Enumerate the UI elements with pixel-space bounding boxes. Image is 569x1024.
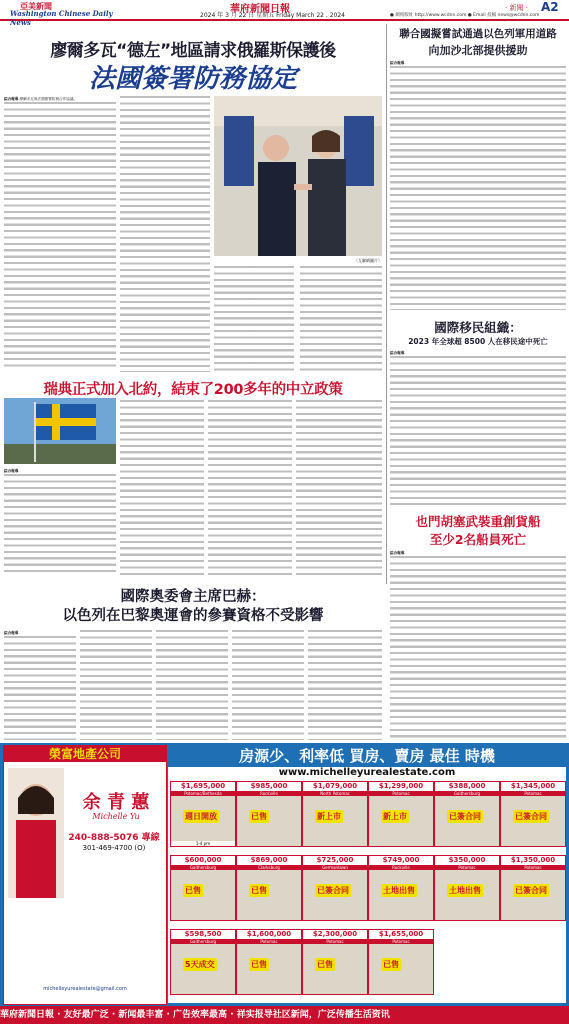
- listing-price: $869,000: [237, 856, 301, 865]
- listing-location: Potomac: [303, 939, 367, 944]
- listing-price: $1,299,000: [369, 782, 433, 791]
- contact-line: ● 網絡版址 http://www.wcdnn.com ● Email 投稿 news@wcdnn.com: [390, 13, 540, 18]
- listing-location: North Potomac: [303, 791, 367, 796]
- listing-location: Potomac: [501, 791, 565, 796]
- listing-status: 土地出售: [383, 886, 415, 895]
- article4-photo: [4, 398, 116, 464]
- agent-phone-direct[interactable]: 240-888-5076 專線: [68, 833, 160, 843]
- article1-byline: 綜合報導: [4, 97, 19, 101]
- listing-card[interactable]: [236, 855, 302, 921]
- article4-text-1: [4, 474, 116, 576]
- listing-location: Germantown: [303, 865, 367, 870]
- listing-location: Potomac: [237, 939, 301, 944]
- listing-status: 5天成交: [185, 960, 215, 969]
- section-tag: · 新聞 ·: [505, 4, 528, 12]
- article2-kicker: 聯合國擬嘗試通過以色列軍用道路: [399, 28, 557, 40]
- listing-location: Gaithersburg: [435, 791, 499, 796]
- article4-col1: [4, 468, 116, 576]
- listing-card[interactable]: [236, 929, 302, 995]
- article5-headline-2: 至少2名船員死亡: [429, 532, 527, 547]
- article1-col3: [214, 266, 294, 372]
- article5-text: [390, 556, 566, 740]
- agent-name-en: Michelle Yu: [92, 812, 140, 821]
- article6-col4: [232, 630, 304, 740]
- article6-col3: [156, 630, 228, 740]
- listing-card[interactable]: [170, 929, 236, 995]
- listing-price: $2,300,000: [303, 930, 367, 939]
- article5-body: [390, 550, 566, 740]
- listing-status: 已售: [317, 960, 333, 969]
- listing-price: $985,000: [237, 782, 301, 791]
- agent-phone-office[interactable]: 301-469-4700 (O): [82, 844, 146, 852]
- listing-price: $749,000: [369, 856, 433, 865]
- article1-lead: 摩爾多瓦與法國簽署防務合作協議。: [19, 97, 78, 101]
- listing-status: 新上市: [317, 812, 341, 821]
- listing-card[interactable]: [236, 781, 302, 847]
- issue-date: 2024 年 3 月 22 日 星期五 Friday March 22 , 2024: [200, 12, 345, 19]
- listings-panel: [168, 745, 566, 1003]
- listing-price: $388,000: [435, 782, 499, 791]
- listing-location: Potomac/Bethesda: [171, 791, 235, 796]
- listing-status: 土地出售: [449, 886, 481, 895]
- listing-price: $725,000: [303, 856, 367, 865]
- listing-status: 已簽合同: [515, 812, 547, 821]
- listing-status: 週日開放: [185, 812, 217, 821]
- article3-text: [390, 356, 566, 505]
- article6-col1: [4, 630, 76, 740]
- listing-location: Rockville: [369, 865, 433, 870]
- article1-col2: [120, 96, 210, 372]
- newspaper-logo: [6, 1, 124, 27]
- article1-col4: [300, 266, 382, 372]
- listing-card[interactable]: [170, 781, 236, 847]
- agent-name: 余 青 蕙: [82, 792, 150, 813]
- agent-panel: [3, 745, 167, 1005]
- real-estate-ad: [0, 743, 569, 1006]
- listing-status: 已售: [383, 960, 399, 969]
- listing-card[interactable]: [368, 781, 434, 847]
- listing-status: 已售: [185, 886, 201, 895]
- listing-price: $600,000: [171, 856, 235, 865]
- listing-status: 已售: [251, 812, 267, 821]
- ad-website[interactable]: www.michelleyurealestate.com: [278, 767, 456, 778]
- column-divider: [386, 24, 387, 584]
- listing-card[interactable]: [368, 855, 434, 921]
- listing-status: 新上市: [383, 812, 407, 821]
- article3-byline: 綜合報導: [390, 351, 405, 355]
- agent-email[interactable]: michelleyurealestate@gmail.com: [43, 986, 127, 992]
- listing-status: 已簽合同: [317, 886, 349, 895]
- listing-price: $1,695,000: [171, 782, 235, 791]
- listing-card[interactable]: [368, 929, 434, 995]
- article5-byline: 綜合報導: [390, 551, 405, 555]
- article6-headline-2: 以色列在巴黎奧運會的參賽資格不受影響: [62, 608, 324, 624]
- article6-headline-1: 國際奧委會主席巴赫：: [120, 589, 266, 605]
- listing-status: 已簽合同: [515, 886, 547, 895]
- article3-body: [390, 350, 566, 505]
- article2-byline: 綜合報導: [390, 61, 405, 65]
- listing-status: 已簽合同: [449, 812, 481, 821]
- listing-note: 1-4 pm: [171, 841, 235, 846]
- article4-headline: 瑞典正式加入北約，結束了200多年的中立政策: [43, 382, 343, 398]
- article3-headline: 國際移民組織：: [434, 320, 522, 335]
- listing-card[interactable]: [500, 855, 566, 921]
- listing-location: Potomac: [369, 791, 433, 796]
- listing-card[interactable]: [302, 929, 368, 995]
- listing-card[interactable]: [170, 855, 236, 921]
- listing-price: $1,079,000: [303, 782, 367, 791]
- paper-name: 華府新聞日報: [230, 4, 290, 15]
- listing-card[interactable]: [434, 781, 500, 847]
- article1-col1: [4, 96, 116, 372]
- listing-card[interactable]: [302, 855, 368, 921]
- footer-slogan: 華府新聞日報 · 友好最广泛 · 新闻最丰富 · 广告效率最高 · 祥实报导社区新闻，广泛传播生活资讯: [0, 1006, 569, 1024]
- article1-kicker: 廖爾多瓦“德左”地區請求俄羅斯保護後: [50, 41, 336, 61]
- listing-location: Potomac: [501, 865, 565, 870]
- article6-byline: 綜合報導: [4, 631, 19, 635]
- article4-byline: 綜合報導: [4, 469, 19, 473]
- article1-body-1: [4, 102, 116, 368]
- listing-price: $1,345,000: [501, 782, 565, 791]
- listing-location: Gaithersburg: [171, 865, 235, 870]
- article5-headline-1: 也門胡塞武裝重創貨船: [415, 514, 541, 529]
- listing-price: $598,500: [171, 930, 235, 939]
- company-name: 榮富地產公司: [4, 746, 166, 762]
- agent-photo: [8, 768, 64, 898]
- article4-col4: [296, 400, 382, 576]
- listing-location: Potomac: [435, 865, 499, 870]
- logo-cn: 亞美新聞: [20, 2, 52, 11]
- article1-caption: （互聯網圖片）: [354, 258, 382, 263]
- listing-status: 已售: [251, 886, 267, 895]
- listing-card[interactable]: [500, 781, 566, 847]
- listing-location: Clarksburg: [237, 865, 301, 870]
- article3-subhead: 2023 年全球超 8500 人在移民途中死亡: [408, 337, 548, 346]
- article2-body: [390, 60, 566, 310]
- article1-headline: 法國簽署防務協定: [88, 64, 297, 94]
- article2-headline: 向加沙北部提供援助: [428, 44, 528, 57]
- article6-col2: [80, 630, 152, 740]
- listing-price: $1,655,000: [369, 930, 433, 939]
- listing-price: $1,600,000: [237, 930, 301, 939]
- ad-banner: 房源少、利率低 買房、賣房 最佳 時機: [168, 745, 566, 767]
- article2-text: [390, 66, 566, 310]
- listing-status: 已售: [251, 960, 267, 969]
- listing-price: $350,000: [435, 856, 499, 865]
- listing-location: Rockville: [237, 791, 301, 796]
- article4-col2: [120, 400, 204, 576]
- article1-photo: [214, 96, 382, 256]
- listing-location: Potomac: [369, 939, 433, 944]
- article6-col5: [308, 630, 382, 740]
- listing-location: Gaithersburg: [171, 939, 235, 944]
- masthead: [0, 0, 569, 27]
- listing-card[interactable]: [302, 781, 368, 847]
- listing-card[interactable]: [434, 855, 500, 921]
- article4-col3: [208, 400, 292, 576]
- page-number: A2: [541, 0, 559, 14]
- listing-price: $1,350,000: [501, 856, 565, 865]
- logo-en: Washington Chinese Daily News: [10, 9, 113, 27]
- article6-text-1: [4, 636, 76, 740]
